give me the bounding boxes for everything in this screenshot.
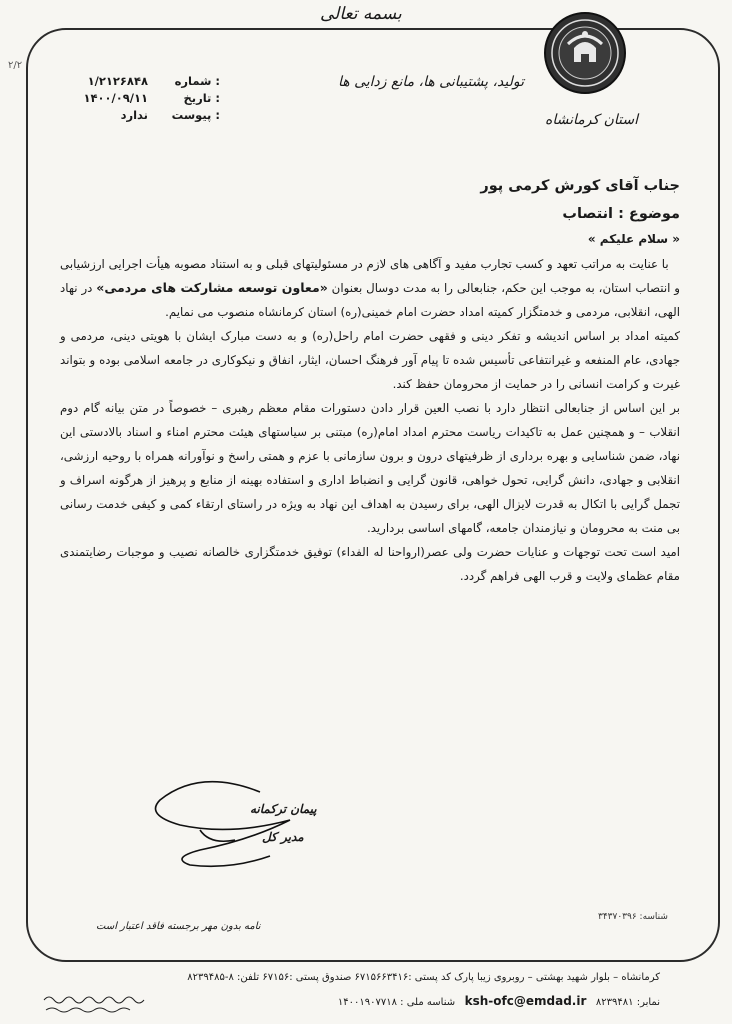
footer-contact (140, 994, 660, 1008)
meta-value: ندارد (120, 107, 148, 122)
document-serial: شناسه: ۳۴۳۷۰۳۹۶ (598, 912, 668, 922)
basmala: بسمه تعالی (320, 4, 402, 24)
signatory-title: مدیر کل (262, 830, 304, 844)
p1-end: در نهاد الهی، انقلابی، مردمی و خدمتگزار کمیته امداد حضرت امام خمینی(ره) استان کرمانشاه منصوب می نمایم. (60, 281, 680, 319)
meta-value: ۱۴۰۰/۰۹/۱۱ (83, 90, 148, 105)
p1-start: با عنایت به مراتب تعهد و کسب تجارب مفید و آگاهی های لازم در مسئولیتهای قبلی و به استناد مصوبه هیأت اجرایی ارزشیابی و انتصاب استان، به موجب این حکم، جنابعالی را به مدت دوسال بعنوان (60, 257, 680, 295)
paragraph-appointment (60, 252, 680, 324)
year-slogan: تولید، پشتیبانی ها، مانع زدایی ها (338, 74, 525, 90)
letter-body (60, 178, 680, 588)
signatory-name: پیمان ترکمانه (250, 802, 317, 816)
province-name: استان کرمانشاه (545, 112, 638, 128)
paragraph-mission: کمیته امداد بر اساس اندیشه و تفکر دینی و فقهی حضرت امام راحل(ره) و به دست مبارک ایشان با هویتی دینی، مردمی و جهادی، عام المنفعه و غیرانتفاعی تأسیس شده تا پیام آور فرهنگ احسان، ایثار، انفاق و نیکوکاری در جامعه اسلامی بوده و بتواند غیرت و کرامت انسانی را در حمایت از محرومان حفظ کند. (60, 329, 680, 391)
paragraph-closing: امید است تحت توجهات و عنایات حضرت ولی عصر(ارواحنا له الفداء) توفیق خدمتگزاری خالصانه نصیب و موجبات رضایتمندی مقام عظمای ولایت و قرب الهی فراهم گردد. (60, 545, 680, 583)
meta-label: پیوست : (171, 107, 220, 122)
recipient: جناب آقای کورش کرمی پور (480, 178, 680, 194)
handwritten-scribble (40, 988, 150, 1018)
stamp-validity-note: نامه بدون مهر برجسته فاقد اعتبار است (96, 921, 261, 932)
paragraph-expectations: بر این اساس از جنابعالی انتظار دارد با نصب العین قرار دادن دستورات مقام معظم رهبری – خصوصاً در متن بیانه گام دوم انقلاب – و همچنین عمل به تاکیدات ریاست محترم امداد امام(ره) مبتنی بر سیاستهای هیئت محترم امناء و اسناد بالادستی این نهاد، ضمن شناسایی و بهره برداری از ظرفیتهای درون و برون سازمانی با عزم و همتی راسخ و نوآورانه همراه با روحیه ارزشی، انقلابی و جهادی، دانش گرایی، تحول خواهی، قانون گرایی و انضباط اداری و استفاده بهینه از منابع و پرهیز از هرگونه اسراف و تجمل گرایی با اتکال به قدرت لایزال الهی، برای رسیدن به اهداف این نهاد به ویژه در راستای ارتقاء کمی و کیفی خدمت رسانی بی منت به محرومان و نیازمندان جامعه، گامهای اساسی بردارید. (60, 401, 680, 535)
page-number: ۲/۲ (8, 60, 23, 71)
meta-label: شماره : (174, 73, 220, 88)
greeting: « سلام علیکم » (587, 232, 680, 246)
footer-fax: نمابر: ۸۲۳۹۴۸۱ (595, 997, 660, 1008)
meta-attachment-row (38, 106, 220, 123)
footer-address: کرمانشاه – بلوار شهید بهشتی – روبروی زیبا پارک کد پستی :۶۷۱۵۶۶۳۴۱۶ صندوق پستی :۶۷۱۵۶ تلفن: ۸-۸۲۳۹۴۸۵ (187, 972, 660, 983)
handwritten-signature (140, 770, 320, 880)
subject: موضوع : انتصاب (562, 206, 680, 222)
position-title: «معاون توسعه مشارکت های مردمی» (96, 280, 328, 295)
footer-national-id: شناسه ملی : ۱۴۰۰۱۹۰۷۷۱۸ (337, 997, 456, 1008)
footer-email: ksh-ofc@emdad.ir (464, 994, 587, 1008)
letter-meta (38, 72, 220, 123)
meta-date-row (38, 89, 220, 106)
meta-number-row (38, 72, 220, 89)
meta-value: ۱/۲۱۲۶۸۴۸ (87, 73, 148, 88)
relief-committee-logo-icon (544, 12, 626, 94)
meta-label: تاریخ : (183, 90, 220, 105)
